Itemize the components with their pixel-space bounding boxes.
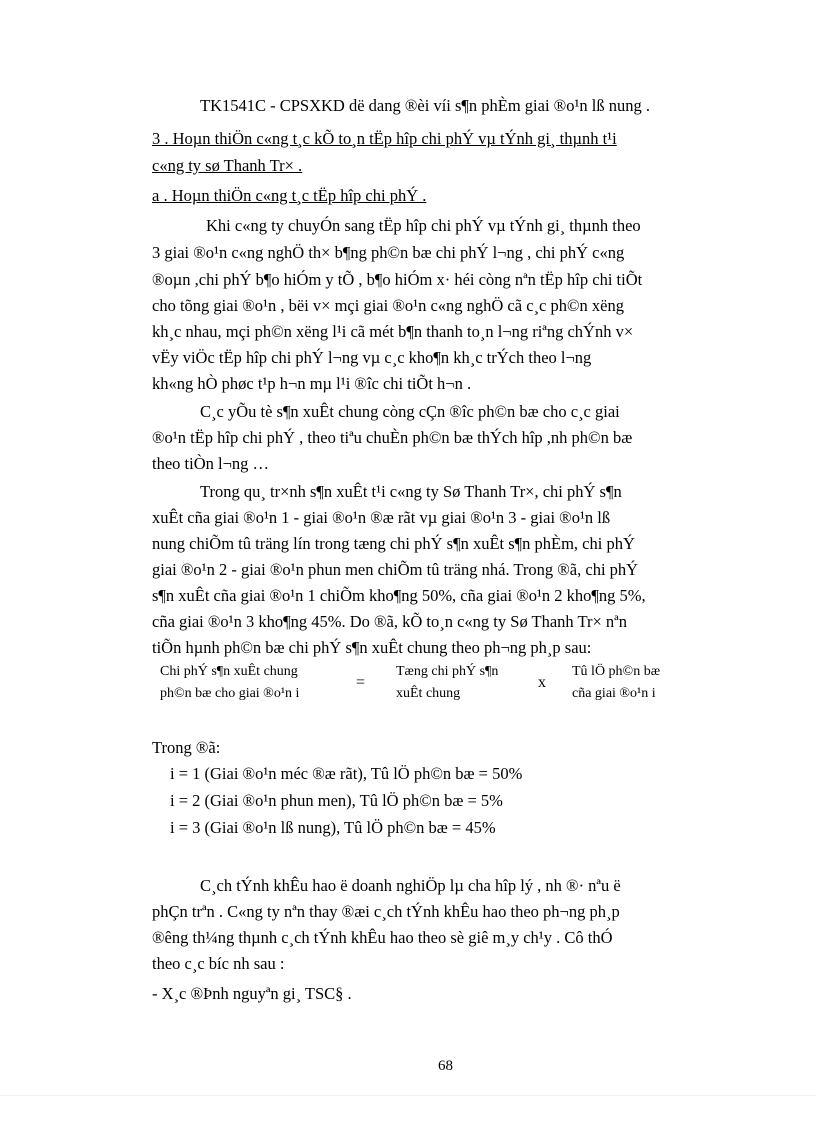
formula-lhs-line-1: Chi phÝ s¶n xuÊt chung — [160, 664, 298, 679]
paragraph1-line: ®oµn ,chi phÝ b¶o hiÓm y tÕ , b¶o hiÓm x· héi còng nªn tËp hîp chi tiÕt — [152, 270, 643, 289]
page-bottom-divider — [0, 1095, 816, 1096]
paragraph2-line: theo tiÒn l¬ng … — [152, 454, 270, 473]
intro-line: TK1541C - CPSXKD dë dang ®èi víi s¶n phÈm giai ®o¹n lß nung . — [200, 96, 650, 115]
page-number: 68 — [438, 1058, 453, 1074]
formula-lhs-line-2: ph©n bæ cho giai ®o¹n i — [160, 686, 300, 701]
formula-mid-line-1: Tæng chi phÝ s¶n — [396, 664, 499, 679]
paragraph3-line: cña giai ®o¹n 3 kho¶ng 45%. Do ®ã, kÕ to¸n c«ng ty Sø Thanh Tr× nªn — [152, 612, 627, 631]
condition-line: i = 2 (Giai ®o¹n phun men), Tû lÖ ph©n bæ = 5% — [170, 791, 503, 810]
paragraph4-line: C¸ch tÝnh khÊu hao ë doanh nghiÖp lµ cha hîp lý , nh ®· nªu ë — [200, 876, 621, 895]
paragraph1-line: kh«ng hÒ phøc t¹p h¬n mµ l¹i ®îc chi tiÕt h¬n . — [152, 374, 472, 393]
formula-equals-sign: = — [356, 674, 366, 691]
paragraph1-line: kh¸c nhau, mçi ph©n xëng l¹i cã mét b¶n thanh to¸n l¬ng riªng chÝnh v× — [152, 322, 634, 341]
depreciation-step-line: - X¸c ®Þnh nguyªn gi¸ TSC§ . — [152, 984, 352, 1003]
paragraph1-line: Khi c«ng ty chuyÓn sang tËp hîp chi phÝ vµ tÝnh gi¸ thµnh theo — [206, 216, 641, 235]
condition-line: i = 3 (Giai ®o¹n lß nung), Tû lÖ ph©n bæ = 45% — [170, 818, 496, 837]
formula-mid-line-2: xuÊt chung — [396, 686, 461, 701]
paragraph3-line: tiÕn hµnh ph©n bæ chi phÝ s¶n xuÊt chung theo ph¬ng ph¸p sau: — [152, 638, 592, 657]
paragraph4-line: ®êng th¼ng thµnh c¸ch tÝnh khÊu hao theo sè giê m¸y ch¹y . Cô thÓ — [152, 928, 613, 947]
paragraph1-line: vËy viÖc tËp hîp chi phÝ l¬ng vµ c¸c kho¶n kh¸c trÝch theo l¬ng — [152, 348, 592, 367]
formula-times-sign: x — [538, 674, 546, 691]
paragraph4-line: theo c¸c bíc nh sau : — [152, 954, 285, 973]
paragraph1-line: 3 giai ®o¹n c«ng nghÖ th× b¶ng ph©n bæ chi phÝ l¬ng , chi phÝ c«ng — [152, 243, 625, 262]
paragraph3-line: s¶n xuÊt cña giai ®o¹n 1 chiÕm kho¶ng 50%, cña giai ®o¹n 2 kho¶ng 5%, — [152, 586, 646, 605]
paragraph3-line: giai ®o¹n 2 - giai ®o¹n phun men chiÕm tû träng nhá. Trong ®ã, chi phÝ — [152, 560, 639, 579]
paragraph4-line: phÇn trªn . C«ng ty nªn thay ®æi c¸ch tÝnh khÊu hao theo ph¬ng ph¸p — [152, 902, 620, 921]
paragraph3-line: Trong qu¸ tr×nh s¶n xuÊt t¹i c«ng ty Sø Thanh Tr×, chi phÝ s¶n — [200, 482, 622, 501]
formula-rhs-line-2: cña giai ®o¹n i — [572, 686, 656, 701]
paragraph2-line: C¸c yÕu tè s¶n xuÊt chung còng cÇn ®îc ph©n bæ cho c¸c giai — [200, 402, 620, 421]
paragraph1-line: cho tõng giai ®o¹n , bëi v× mçi giai ®o¹n c«ng nghÖ cã c¸c ph©n xëng — [152, 296, 624, 315]
condition-line: i = 1 (Giai ®o¹n méc ®æ rãt), Tû lÖ ph©n bæ = 50% — [170, 764, 523, 783]
paragraph3-line: nung chiÕm tû träng lín trong tæng chi phÝ s¶n xuÊt s¶n phÈm, chi phÝ — [152, 534, 635, 553]
where-label: Trong ®ã: — [152, 738, 221, 757]
section-3-heading-line-2: c«ng ty sø Thanh Tr× . — [152, 156, 303, 175]
paragraph2-line: ®o¹n tËp hîp chi phÝ , theo tiªu chuÈn ph©n bæ thÝch hîp ,nh ph©n bæ — [152, 428, 633, 447]
subsection-a-heading: a . Hoµn thiÖn c«ng t¸c tËp hîp chi phÝ . — [152, 186, 427, 205]
section-3-heading-line-1: 3 . Hoµn thiÖn c«ng t¸c kÕ to¸n tËp hîp chi phÝ vµ tÝnh gi¸ thµnh t¹i — [152, 129, 617, 148]
paragraph3-line: xuÊt cña giai ®o¹n 1 - giai ®o¹n ®æ rãt vµ giai ®o¹n 3 - giai ®o¹n lß — [152, 508, 611, 527]
formula-rhs-line-1: Tû lÖ ph©n bæ — [572, 664, 661, 679]
